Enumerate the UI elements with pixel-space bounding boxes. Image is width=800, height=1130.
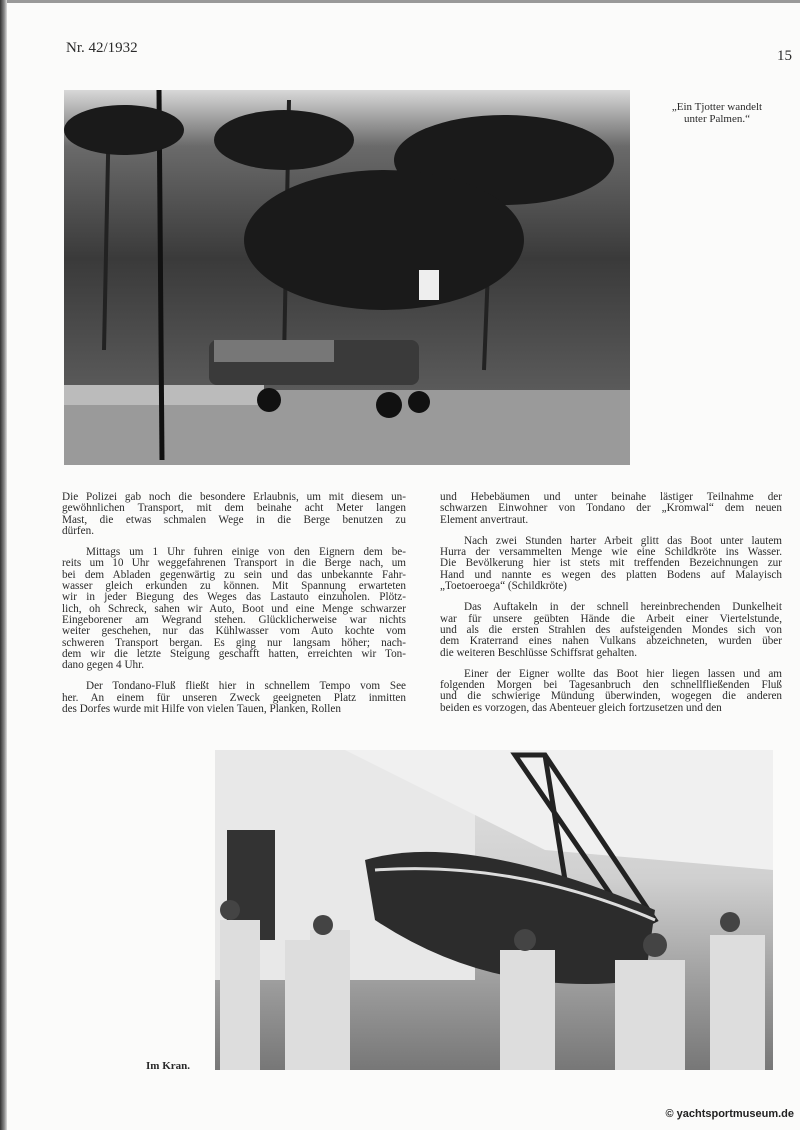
paragraph	[62, 547, 406, 671]
text-line: lich, oh Schreck, sahen wir Auto, Boot und eine Menge schwarzer	[62, 603, 406, 615]
paragraph	[62, 492, 406, 537]
text-column-left	[62, 492, 406, 725]
text-line: gewöhnlichen Transport, mit dem beinahe acht Meter langen	[62, 503, 406, 515]
text-line: und die schwierige Mündung überwinden, wogegen die anderen	[440, 691, 782, 703]
text-line: Eingeborener am Wegrand stehen. Glücklicherweise war nichts	[62, 614, 406, 626]
text-line: Element anvertraut.	[440, 514, 529, 526]
paragraph	[440, 602, 782, 658]
paragraph	[62, 681, 406, 715]
text-line: Mittags um 1 Uhr fuhren einige von den Eignern dem be-	[86, 547, 406, 559]
photo1-caption	[655, 101, 779, 125]
paragraph	[440, 536, 782, 592]
text-line: Hurra der versammelten Menge wie eine Schildkröte ins Wasser.	[440, 547, 782, 559]
caption-line: unter Palmen.“	[684, 113, 750, 125]
text-line: des Dorfes wurde mit Hilfe von vielen Tauen, Planken, Rollen	[62, 704, 341, 716]
text-line: Einer der Eigner wollte das Boot hier liegen lassen und am	[464, 668, 782, 680]
caption-line: „Ein Tjotter wandelt	[671, 101, 763, 113]
text-line: Hand und nannte es wegen des platten Bodens auf Malayisch	[440, 569, 782, 581]
photo-crane-illustration	[215, 750, 773, 1070]
text-line: folgenden Morgen bei Tagesanbruch den schnellfließenden Fluß	[440, 680, 782, 692]
text-line: dem wir die letzte Steigung geschafft hatten, erreichten wir Ton-	[62, 648, 406, 660]
paragraph	[440, 669, 782, 714]
text-line: wasser gleich erkunden zu können. Mit Spannung erwarteten	[62, 581, 406, 593]
text-line: Die Bevölkerung hier ist stets mit treffenden Bezeichnungen zur	[440, 558, 782, 570]
text-line: und Hebebäumen und unter beinahe lästiger Teilnahme der	[440, 492, 782, 503]
text-line: dürfen.	[62, 525, 94, 537]
text-line: bei dem Abladen gegenwärtig zu sein und das unbekannte Fahr-	[62, 569, 406, 581]
text-line: beiden es vorzogen, das Abenteuer gleich fortzusetzen und den	[440, 702, 722, 714]
scan-edge-left	[0, 0, 7, 1130]
text-column-right	[440, 492, 782, 724]
scan-edge-top	[0, 0, 800, 3]
paragraph	[440, 492, 782, 526]
text-line: war für unsere geübten Hände die Arbeit einer Viertelstunde,	[440, 613, 782, 625]
text-line: dem Kraterrand eines nahen Vulkans abzeichneten, wurden über	[440, 636, 782, 648]
text-line: her. An einem für unseren Zweck geeigneten Platz inmitten	[62, 692, 406, 704]
photo2-caption: Im Kran.	[146, 1060, 190, 1072]
text-line: reits um 10 Uhr weggefahrenen Transport in die Berge nach, um	[62, 558, 406, 570]
text-line: dano gegen 4 Uhr.	[62, 660, 145, 672]
photo-boat-in-crane	[215, 750, 773, 1070]
text-line: weiter geschehen, nur das Kühlwasser vom Auto kochte vom	[62, 626, 406, 638]
text-line: „Toetoeroega“ (Schildkröte)	[440, 581, 567, 593]
text-line: wir in jeder Biegung des Weges das Lastauto einzuholen. Plötz-	[62, 592, 406, 604]
text-line: Mast, die etwas schmalen Wege in die Berge benutzen zu	[62, 514, 406, 526]
page-number: 15	[777, 48, 792, 64]
text-line: schwarzen Einwohner von Tondano der „Kromwal“ dem neuen	[440, 503, 782, 515]
text-line: Der Tondano-Fluß fließt hier in schnellem Tempo vom See	[86, 681, 406, 693]
text-line: Nach zwei Stunden harter Arbeit glitt das Boot unter lautem	[464, 535, 782, 547]
text-line: schweren Transport bergan. Es ging nur langsam höher; nach-	[62, 637, 406, 649]
text-line: die weiteren Beschlüsse Schiffsrat gehalten.	[440, 647, 638, 659]
text-line: Das Auftakeln in der schnell hereinbrechenden Dunkelheit	[464, 602, 782, 614]
watermark: © yachtsportmuseum.de	[665, 1108, 794, 1120]
photo-palm-road-truck	[64, 90, 630, 465]
issue-number: Nr. 42/1932	[66, 40, 138, 56]
text-line: Die Polizei gab noch die besondere Erlaubnis, um mit diesem un-	[62, 492, 406, 503]
photo-palm-trees-illustration	[64, 90, 630, 465]
text-line: und als die ersten Strahlen des aufsteigenden Mondes sich von	[440, 624, 782, 636]
